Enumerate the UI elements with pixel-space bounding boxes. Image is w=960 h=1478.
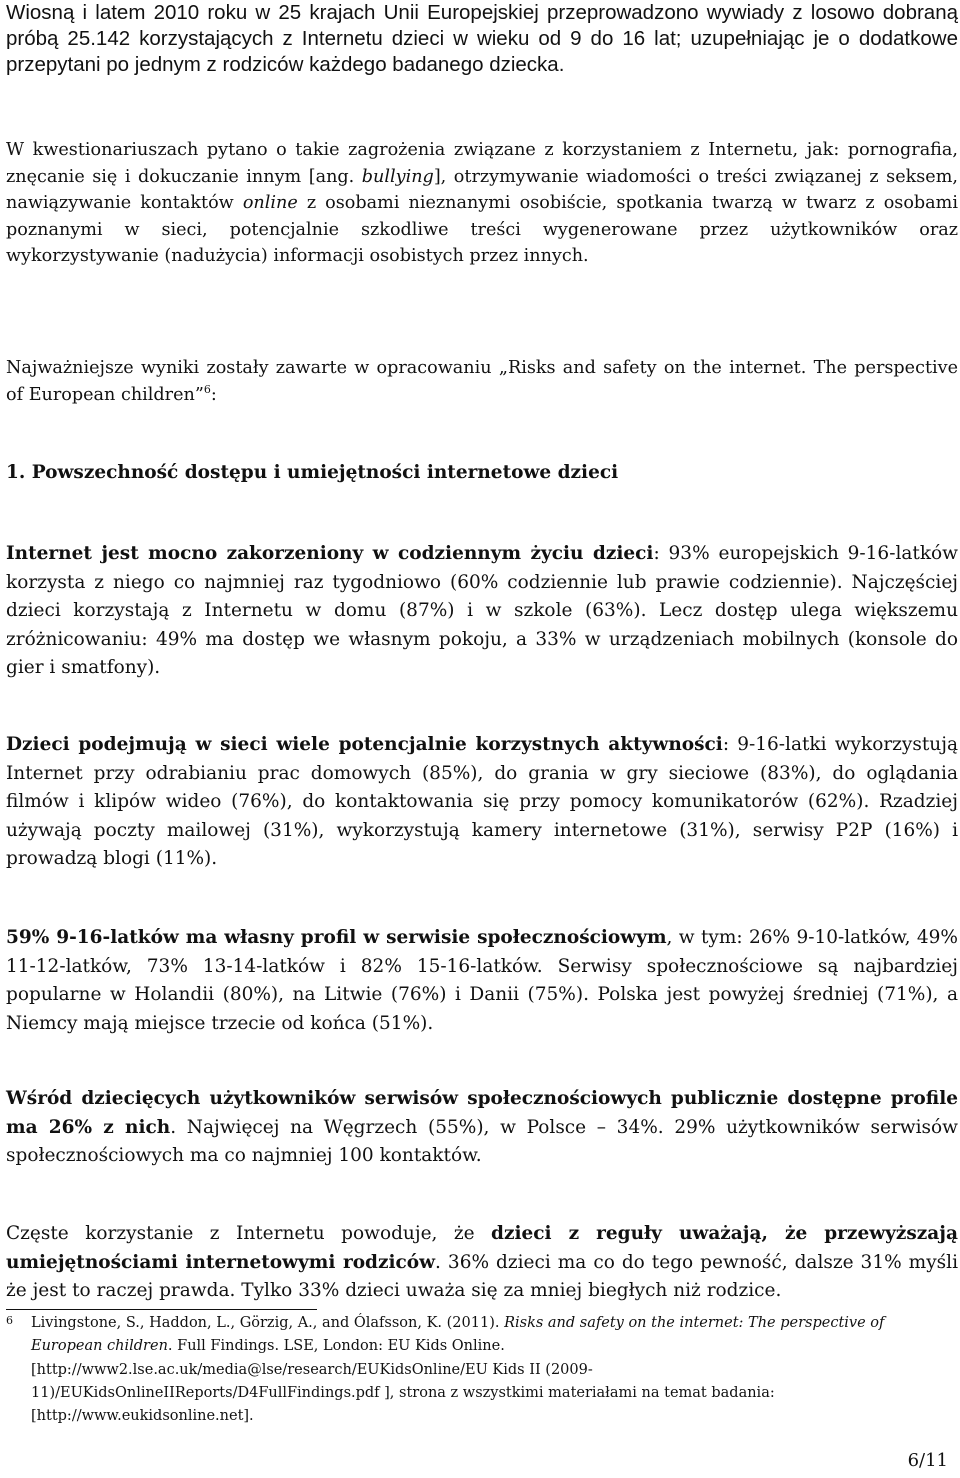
paragraph-social-profiles-text: , w tym: 26% 9-10-latków, 49% 11-12-latków, 73% 13-14-latków i 82% 15-16-latków. Serwisy społecznościowe są najbardziej popularne w Holandii (80%), na Litwie (76%) i Danii (75%). Polska jest powyżej średniej (71%), a Niemcy mają miejsce trzecie od końca (51%). xyxy=(6,927,958,1034)
footnote-details: . Full Findings. LSE, London: EU Kids Online. [http://www2.lse.ac.uk/media@lse/research/EUKidsOnline/EU Kids II (2009-11)/EUKidsOnlineIIReports/D4FullFindings.pdf ], strona z wszystkimi materiałami na temat badania: [http://www.eukidsonline.net]. xyxy=(31,1338,775,1425)
footnote-authors: Livingstone, S., Haddon, L., Görzig, A., and Ólafsson, K. (2011). xyxy=(31,1315,505,1331)
footnote-text xyxy=(31,1312,906,1428)
paragraph-public-profiles xyxy=(6,1085,958,1171)
paragraph-skills-bold: dzieci z reguły uważają, że przewyższają umiejętnościami internetowymi rodziców xyxy=(6,1223,958,1273)
results-intro-paragraph xyxy=(6,355,958,408)
paragraph-public-profiles-text: . Najwięcej na Węgrzech (55%), w Polsce – 34%. 29% użytkowników serwisów społecznościowych ma co najmniej 100 kontaktów. xyxy=(6,1116,959,1166)
questionnaire-italic-online: online xyxy=(242,193,298,213)
footnote-reference[interactable]: 6 xyxy=(203,382,211,396)
paragraph-skills xyxy=(6,1220,958,1306)
questionnaire-text-3: z osobami nieznanymi osobiście, spotkania twarzą w twarz z osobami poznanymi w sieci, potencjalnie szkodliwe treści wygenerowane przez użytkowników oraz wykorzystywanie (nadużycia) informacji osobistych przez innych. xyxy=(6,193,958,266)
paragraph-activities-text: : 9-16-latki wykorzystują Internet przy odrabianiu prac domowych (85%), do grania w gry sieciowe (83%), do oglądania filmów i klipów wideo (76%), do kontaktowania się przy pomocy komunikatorów (62%). Rzadziej używają poczty mailowej (31%), wykorzystują kamery internetowe (31%), serwisy P2P (16%) i prowadzą blogi (11%). xyxy=(6,734,958,869)
paragraph-public-profiles-bold: Wśród dziecięcych użytkowników serwisów społecznościowych publicznie dostępne profile ma 26% z nich xyxy=(6,1088,958,1138)
paragraph-skills-text-1: Częste korzystanie z Internetu powoduje, że xyxy=(6,1223,492,1244)
paragraph-internet-access-bold: Internet jest mocno zakorzeniony w codziennym życiu dzieci xyxy=(6,543,654,564)
footnote-divider xyxy=(6,1309,317,1310)
paragraph-social-profiles xyxy=(6,924,958,1038)
intro-paragraph: Wiosną i latem 2010 roku w 25 krajach Unii Europejskiej przeprowadzono wywiady z losowo dobraną próbą 25.142 korzystających z Internetu dzieci w wieku od 9 do 16 lat; uzupełniając je o dodatkowe przepytani po jednym z rodziców każdego badanego dziecka. xyxy=(6,1,958,76)
section-heading: 1. Powszechność dostępu i umiejętności internetowe dzieci xyxy=(6,462,619,483)
questionnaire-text-1: W kwestionariuszach pytano o takie zagrożenia związane z korzystaniem z Internetu, jak: pornografia, znęcanie się i dokuczanie innym [ang. xyxy=(6,140,958,187)
questionnaire-text-2: ], otrzymywanie wiadomości o treści związanej z seksem, nawiązywanie kontaktów xyxy=(6,166,958,213)
paragraph-internet-access xyxy=(6,540,958,683)
results-intro-text: Najważniejsze wyniki zostały zawarte w opracowaniu „Risks and safety on the internet. The perspective of European children” xyxy=(6,358,958,405)
questionnaire-italic-bullying: bullying xyxy=(361,166,434,187)
questionnaire-paragraph xyxy=(6,137,958,270)
paragraph-activities-bold: Dzieci podejmują w sieci wiele potencjalnie korzystnych aktywności xyxy=(6,734,723,755)
footnote-number: 6 xyxy=(6,1314,13,1327)
paragraph-internet-access-text: : 93% europejskich 9-16-latków korzysta z niego co najmniej raz tygodniowo (60% codziennie lub prawie codziennie). Najczęściej dzieci korzystają z Internetu w domu (87%) i w szkole (63%). Lecz dostęp ulega większemu zróżnicowaniu: 49% ma dostęp we własnym pokoju, a 33% w urządzeniach mobilnych (konsole do gier i smatfony). xyxy=(6,543,959,678)
paragraph-activities xyxy=(6,731,958,874)
footnote xyxy=(6,1312,906,1428)
paragraph-skills-text-2: . 36% dzieci ma co do tego pewność, dalsze 31% myśli że jest to raczej prawda. Tylko 33% dzieci uważa się za mniej biegłych niż rodzice. xyxy=(6,1251,958,1301)
footnote-title: Risks and safety on the internet: The perspective of European children xyxy=(31,1315,885,1355)
results-intro-colon: : xyxy=(210,384,217,405)
page-number: 6/11 xyxy=(907,1450,948,1471)
paragraph-social-profiles-bold: 59% 9-16-latków ma własny profil w serwisie społecznościowym xyxy=(6,927,667,948)
